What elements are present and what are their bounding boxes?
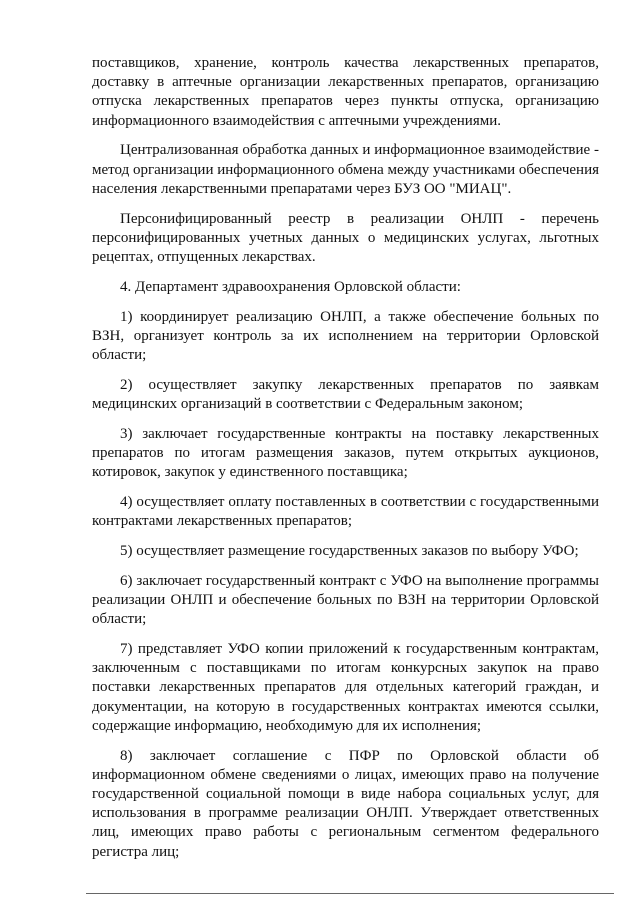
- list-item-3: 3) заключает государственные контракты на поставку лекарственных препаратов по итогам размещения заказов, путем открытых аукционов, котировок, закупок у единственного поставщика;: [92, 425, 599, 481]
- list-item-2: 2) осуществляет закупку лекарственных препаратов по заявкам медицинских организаций в соответствии с Федеральным законом;: [92, 376, 599, 413]
- list-item-6: 6) заключает государственный контракт с УФО на выполнение программы реализации ОНЛП и обеспечение больных по ВЗН на территории Орловской области;: [92, 572, 599, 628]
- list-item-7: 7) представляет УФО копии приложений к государственным контрактам, заключенным с поставщиками по итогам конкурсных закупок на право поставки лекарственных препаратов для отдельных категорий граждан, и документации, на которую в государственных контрактах имеются ссылки, содержащие информацию, необходимую для их исполнения;: [92, 641, 599, 734]
- page-bottom-divider: [86, 893, 614, 894]
- section-heading-department: 4. Департамент здравоохранения Орловской области:: [120, 278, 461, 295]
- list-item-4: 4) осуществляет оплату поставленных в соответствии с государственными контрактами лекарственных препаратов;: [92, 494, 599, 530]
- paragraph-suppliers-continuation: поставщиков, хранение, контроль качества лекарственных препаратов, доставку в аптечные организации лекарственных препаратов, организацию отпуска лекарственных препаратов через пункты отпуска, организацию информационного взаимодействия с аптечными учреждениями.: [92, 55, 599, 129]
- list-item-1: 1) координирует реализацию ОНЛП, а также обеспечение больных по ВЗН, организует контроль за их исполнением на территории Орловской области;: [92, 308, 599, 364]
- list-item-8: 8) заключает соглашение с ПФР по Орловской области об информационном обмене сведениями о лицах, имеющих право на получение государственной социальной помощи в виде набора социальных услуг, для использования в программе реализации ОНЛП. Утверждает ответственных лиц, имеющих право работы с региональным сегментом федерального регистра лиц;: [92, 747, 599, 860]
- list-item-5: 5) осуществляет размещение государственных заказов по выбору УФО;: [120, 543, 579, 560]
- paragraph-personalized-registry: Персонифицированный реестр в реализации ОНЛП - перечень персонифицированных учетных данных о медицинских услугах, льготных рецептах, отпущенных лекарствах.: [92, 210, 599, 266]
- paragraph-centralized-processing: Централизованная обработка данных и информационное взаимодействие - метод организации информационного обмена между участниками обеспечения населения лекарственными препаратами через БУЗ ОО "МИАЦ".: [92, 142, 599, 197]
